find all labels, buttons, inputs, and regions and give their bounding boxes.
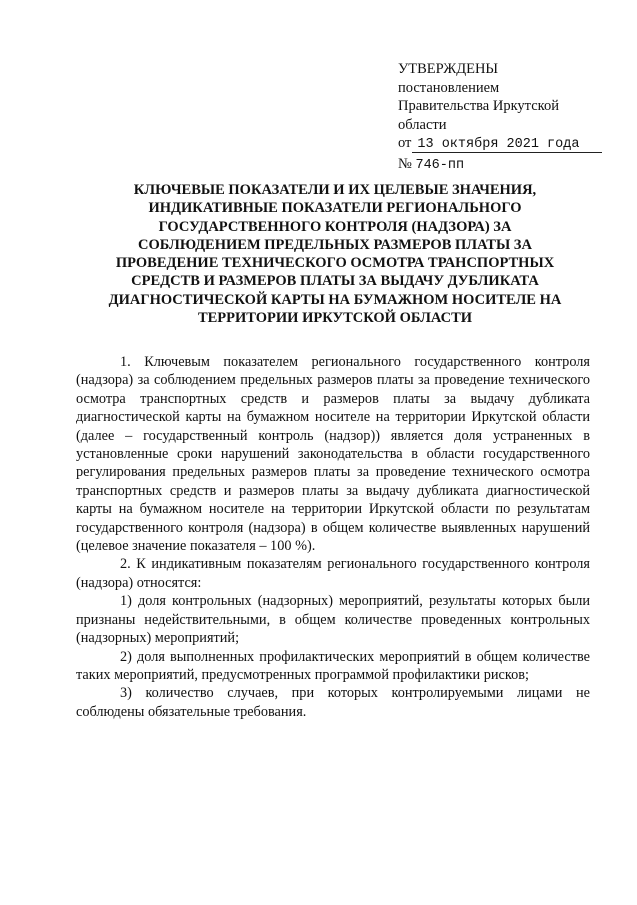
document-body (76, 353, 590, 721)
approval-date-row (398, 134, 598, 155)
title-line: ТЕРРИТОРИИ ИРКУТСКОЙ ОБЛАСТИ (197, 310, 473, 327)
paragraph-key-indicator: 1. Ключевым показателем регионального государственного контроля (надзора) за соблюдением предельных размеров платы за проведение технического осмотра транспортных средств и размеров платы за выдачу дубликата диагностической карты на бумажном носителе на территории Иркутской области (далее – государственный контроль (надзор)) является доля устраненных в установленные сроки нарушений законодательства в области государственного регулирования предельных размеров платы за проведение технического осмотра транспортных средств и размеров платы за выдачу дубликата диагностической карты на бумажном носителе на территории Иркутской области по результатам государственного контроля (надзора) в общем количестве выявленных нарушений (целевое значение показателя – 100 %). (76, 354, 590, 555)
paragraph-indicative-intro: 2. К индикативным показателям регионального государственного контроля (надзора) относятся: (76, 556, 590, 591)
approval-heading: УТВЕРЖДЕНЫ (398, 61, 499, 77)
title-line: СРЕДСТВ И РАЗМЕРОВ ПЛАТЫ ЗА ВЫДАЧУ ДУБЛИКАТА (131, 273, 539, 290)
document-title (70, 181, 600, 327)
list-item-violations-count: 3) количество случаев, при которых контролируемыми лицами не соблюдены обязательные требования. (76, 685, 590, 720)
title-line: ИНДИКАТИВНЫЕ ПОКАЗАТЕЛИ РЕГИОНАЛЬНОГО (148, 200, 522, 217)
title-line: ПРОВЕДЕНИЕ ТЕХНИЧЕСКОГО ОСМОТРА ТРАНСПОРТНЫХ (115, 255, 555, 272)
approval-date-prefix: от (398, 135, 412, 151)
approval-date: 13 октября 2021 года (417, 137, 580, 152)
list-item-preventive-measures: 2) доля выполненных профилактических мероприятий в общем количестве таких мероприятий, предусмотренных программой профилактики рисков; (76, 648, 590, 683)
approval-number-row (398, 155, 598, 176)
approval-number: 746-пп (415, 157, 465, 173)
approval-date-underline (412, 152, 602, 153)
approval-resolution-label: постановлением (398, 79, 500, 96)
title-line: КЛЮЧЕВЫЕ ПОКАЗАТЕЛИ И ИХ ЦЕЛЕВЫЕ ЗНАЧЕНИЯ, (133, 182, 537, 198)
approval-number-sign: № (398, 155, 412, 172)
title-line: ДИАГНОСТИЧЕСКОЙ КАРТЫ НА БУМАЖНОМ НОСИТЕЛЕ НА (108, 291, 562, 308)
approval-region-label: области (398, 116, 447, 133)
list-item-invalid-measures: 1) доля контрольных (надзорных) мероприятий, результаты которых были признаны недействительными, в общем количестве проведенных контрольных (надзорных) мероприятий; (76, 593, 590, 647)
approval-stamp (398, 60, 598, 175)
title-line: СОБЛЮДЕНИЕМ ПРЕДЕЛЬНЫХ РАЗМЕРОВ ПЛАТЫ ЗА (138, 236, 532, 253)
approval-government-label: Правительства Иркутской (398, 98, 559, 114)
title-line: ГОСУДАРСТВЕННОГО КОНТРОЛЯ (НАДЗОРА) ЗА (158, 218, 512, 235)
